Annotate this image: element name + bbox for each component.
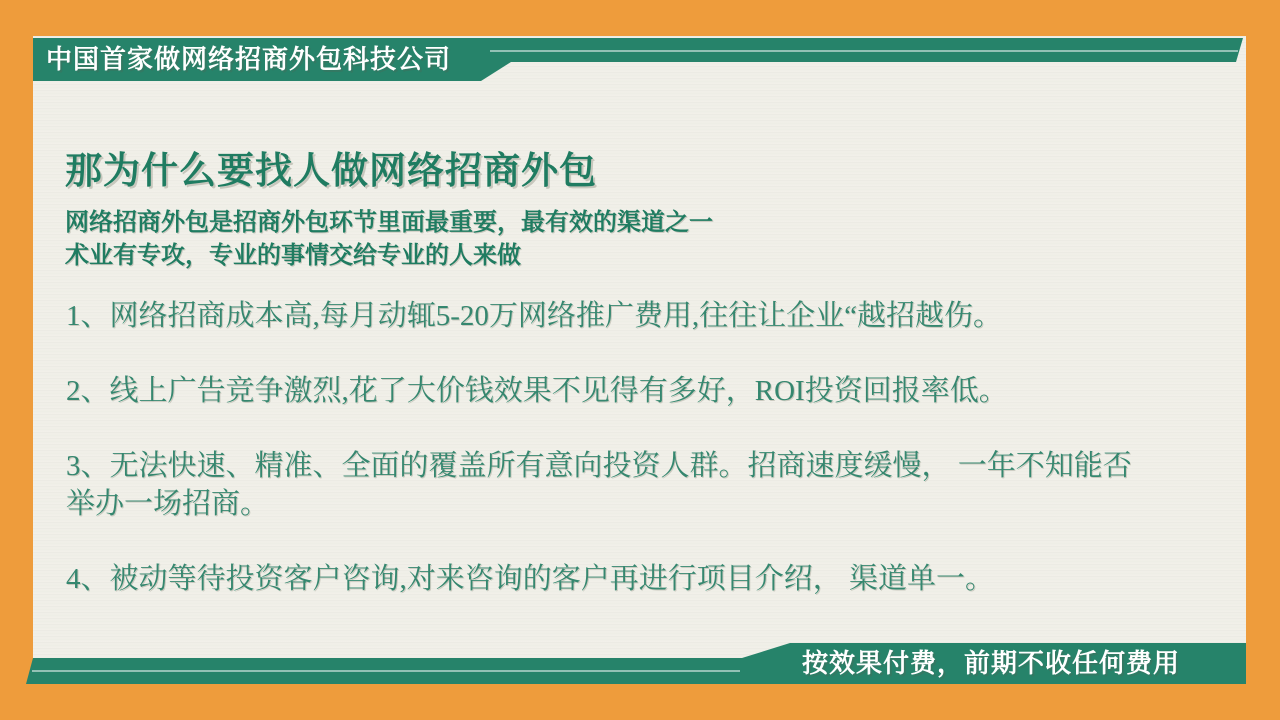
slide-title: 那为什么要找人做网络招商外包 <box>65 150 597 191</box>
slide-subtitle <box>65 206 1185 272</box>
footer-divider-line <box>32 670 740 672</box>
point-item-4: 4、被动等待投资客户咨询,对来咨询的客户再进行项目介绍， 渠道单一。 <box>66 563 995 595</box>
subtitle-line-2: 术业有专攻，专业的事情交给专业的人来做 <box>65 242 521 269</box>
footer-slogan-text: 按效果付费，前期不收任何费用 <box>801 648 1180 678</box>
header-divider-line <box>490 50 1238 52</box>
point-item-2: 2、线上广告竞争激烈,花了大价钱效果不见得有多好，ROI投资回报率低。 <box>66 375 1008 407</box>
subtitle-line-1: 网络招商外包是招商外包环节里面最重要，最有效的渠道之一 <box>65 209 713 236</box>
point-item-1: 1、网络招商成本高,每月动辄5-20万网络推广费用,往往让企业“越招越伤。 <box>66 300 1003 332</box>
company-banner-text: 中国首家做网络招商外包科技公司 <box>46 44 452 74</box>
point-item-3: 3、无法快速、精准、全面的覆盖所有意向投资人群。招商速度缓慢， 一年不知能否举办一场招商。 <box>66 450 1132 520</box>
points-list <box>66 297 1141 635</box>
